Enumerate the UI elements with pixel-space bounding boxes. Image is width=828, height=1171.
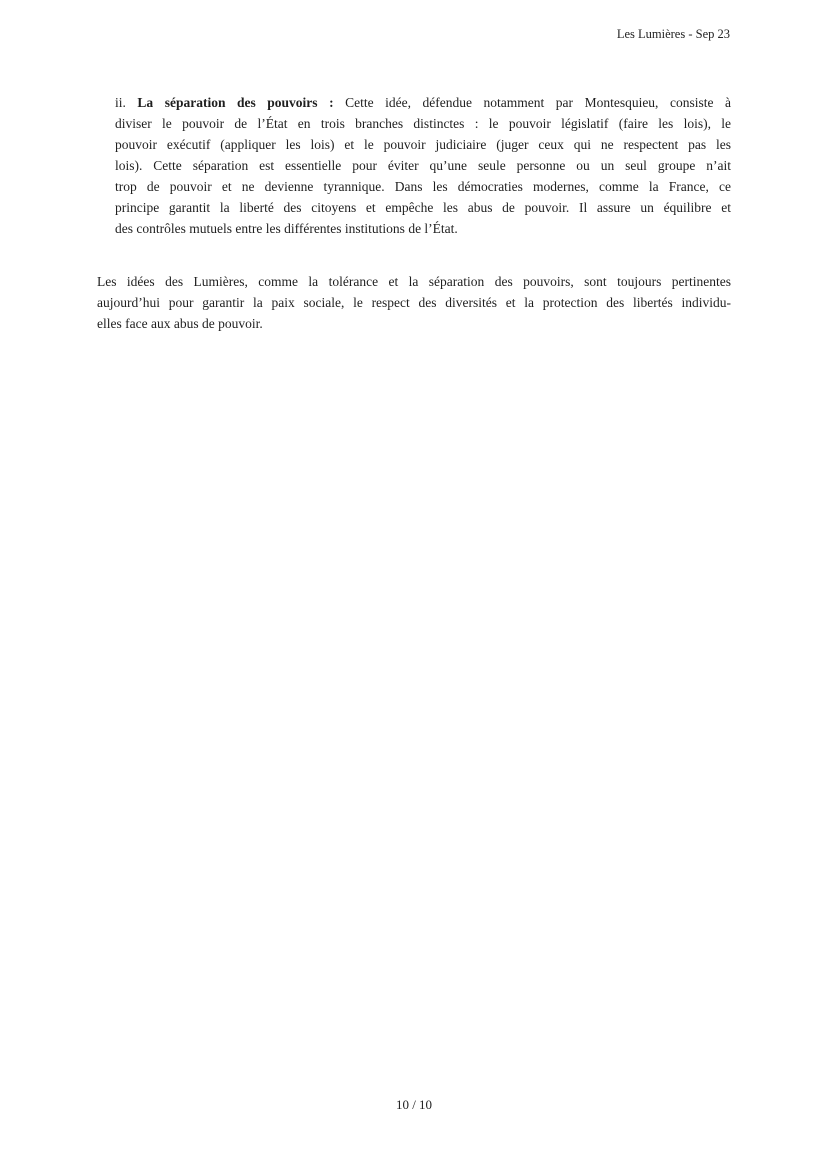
text-line: des contrôles mutuels entre les différentes institutions de l’État.: [115, 221, 458, 236]
page-footer: [0, 1097, 828, 1113]
text-line: trop de pouvoir et ne devienne tyrannique. Dans les démocraties modernes, comme la France, ce: [115, 179, 731, 194]
text-line: aujourd’hui pour garantir la paix sociale, le respect des diversités et la protection des libertés individu-: [97, 295, 731, 310]
list-item-term: La séparation des pouvoirs :: [137, 95, 334, 110]
text-line: principe garantit la liberté des citoyens et empêche les abus de pouvoir. Il assure un équilibre et: [115, 200, 731, 215]
document-content: [97, 92, 731, 334]
text-line: Les idées des Lumières, comme la tolérance et la séparation des pouvoirs, sont toujours pertinentes: [97, 274, 731, 289]
text-line: lois). Cette séparation est essentielle pour éviter qu’une seule personne ou un seul groupe n’ait: [115, 158, 731, 173]
list-item-lead-text: Cette idée, défendue notamment par Montesquieu, consiste à: [333, 95, 731, 110]
closing-paragraph: [97, 271, 731, 334]
text-line: pouvoir exécutif (appliquer les lois) et le pouvoir judiciaire (juger ceux qui ne respectent pas les: [115, 137, 731, 152]
text-line: elles face aux abus de pouvoir.: [97, 316, 263, 331]
list-item-separation-pouvoirs: [115, 92, 731, 239]
text-line: diviser le pouvoir de l’État en trois branches distinctes : le pouvoir législatif (faire les lois), le: [115, 116, 731, 131]
page-number: 10 / 10: [395, 1097, 433, 1112]
list-item-marker: ii.: [115, 95, 138, 110]
header-title: Les Lumières - Sep 23: [616, 27, 730, 41]
text-line: [115, 92, 731, 113]
page-header: [0, 27, 730, 41]
